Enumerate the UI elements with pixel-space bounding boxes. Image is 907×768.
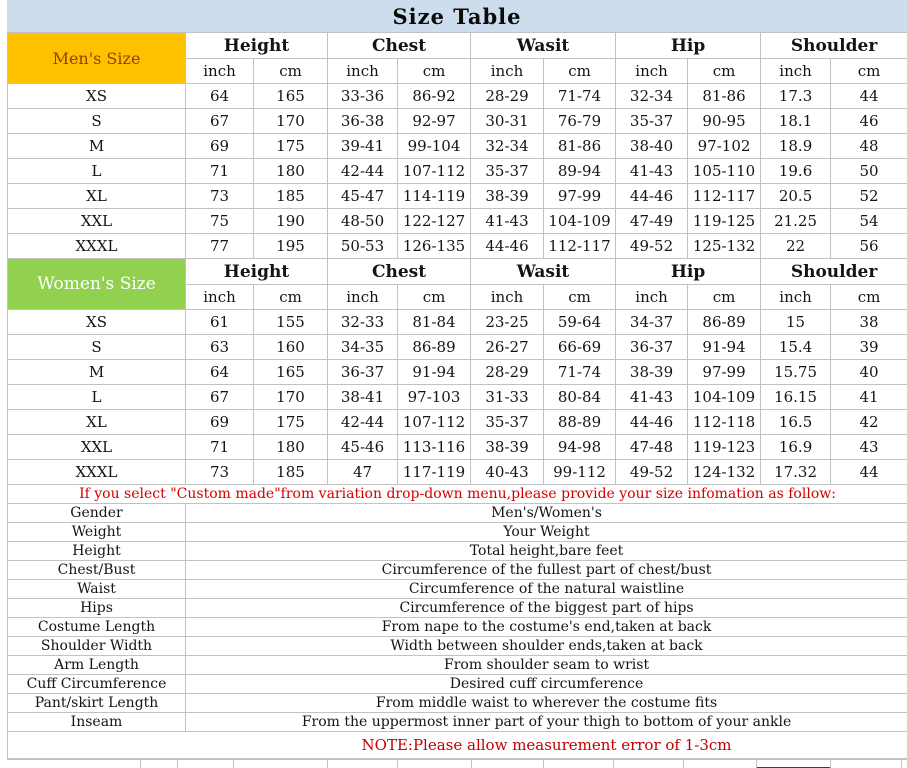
table-row <box>8 656 907 675</box>
size-value: 40 <box>831 360 907 385</box>
table-row <box>8 732 907 759</box>
column-header: Chest <box>328 259 471 285</box>
table-row <box>8 435 907 460</box>
size-value: 81-84 <box>398 310 471 335</box>
size-value: 64 <box>186 360 254 385</box>
size-value: 19.6 <box>761 159 831 184</box>
measure-desc: Desired cuff circumference <box>186 675 907 694</box>
size-value: 36-37 <box>328 360 398 385</box>
size-value: 97-99 <box>688 360 761 385</box>
size-value: 47-49 <box>616 209 688 234</box>
size-value: 49-52 <box>616 460 688 485</box>
size-value: 119-125 <box>688 209 761 234</box>
size-value: 67 <box>186 385 254 410</box>
size-value: 185 <box>254 184 328 209</box>
size-value: 38-39 <box>616 360 688 385</box>
unit-header: inch <box>328 59 398 84</box>
size-label: L <box>8 159 186 184</box>
size-value: 71-74 <box>544 360 616 385</box>
table-row <box>8 335 907 360</box>
size-value: 112-117 <box>544 234 616 259</box>
size-value: 97-102 <box>688 134 761 159</box>
measure-label: Shoulder Width <box>8 637 186 656</box>
size-value: 41-43 <box>616 159 688 184</box>
table-row <box>8 618 907 637</box>
note-text: NOTE:Please allow measurement error of 1-3cm <box>8 732 907 759</box>
size-value: 21.25 <box>761 209 831 234</box>
size-value: 44-46 <box>471 234 544 259</box>
size-value: 122-127 <box>398 209 471 234</box>
size-value: 35-37 <box>471 159 544 184</box>
table-row <box>8 523 907 542</box>
size-value: 61 <box>186 310 254 335</box>
size-value: 71 <box>186 159 254 184</box>
size-value: 119-123 <box>688 435 761 460</box>
grid-line <box>543 760 544 768</box>
size-value: 75 <box>186 209 254 234</box>
size-value: 22 <box>761 234 831 259</box>
column-header: Chest <box>328 33 471 59</box>
size-value: 88-89 <box>544 410 616 435</box>
unit-header: inch <box>328 285 398 310</box>
measure-label: Arm Length <box>8 656 186 675</box>
size-value: 16.15 <box>761 385 831 410</box>
column-header: Height <box>186 33 328 59</box>
size-value: 180 <box>254 159 328 184</box>
size-value: 32-34 <box>616 84 688 109</box>
size-value: 160 <box>254 335 328 360</box>
size-value: 64 <box>186 84 254 109</box>
size-value: 44-46 <box>616 410 688 435</box>
size-value: 63 <box>186 335 254 360</box>
table-row <box>8 561 907 580</box>
size-label: XXL <box>8 435 186 460</box>
size-value: 89-94 <box>544 159 616 184</box>
column-header: Hip <box>616 259 761 285</box>
size-value: 48-50 <box>328 209 398 234</box>
size-value: 17.3 <box>761 84 831 109</box>
measure-desc: From the uppermost inner part of your thigh to bottom of your ankle <box>186 713 907 732</box>
size-value: 107-112 <box>398 159 471 184</box>
measure-label: Cuff Circumference <box>8 675 186 694</box>
size-value: 15 <box>761 310 831 335</box>
size-value: 81-86 <box>688 84 761 109</box>
size-value: 34-35 <box>328 335 398 360</box>
column-header: Wasit <box>471 33 616 59</box>
size-value: 69 <box>186 134 254 159</box>
unit-header: inch <box>616 285 688 310</box>
section-label: Women's Size <box>8 259 186 310</box>
unit-header: cm <box>398 59 471 84</box>
table-row <box>8 209 907 234</box>
size-value: 86-92 <box>398 84 471 109</box>
measure-label: Chest/Bust <box>8 561 186 580</box>
size-value: 69 <box>186 410 254 435</box>
size-value: 38-41 <box>328 385 398 410</box>
table-row <box>8 159 907 184</box>
size-label: XS <box>8 84 186 109</box>
size-label: L <box>8 385 186 410</box>
size-label: XL <box>8 410 186 435</box>
table-row <box>8 134 907 159</box>
size-value: 97-99 <box>544 184 616 209</box>
size-value: 90-95 <box>688 109 761 134</box>
size-value: 18.1 <box>761 109 831 134</box>
size-value: 105-110 <box>688 159 761 184</box>
measure-desc: Width between shoulder ends,taken at back <box>186 637 907 656</box>
size-label: S <box>8 335 186 360</box>
size-value: 45-46 <box>328 435 398 460</box>
size-value: 66-69 <box>544 335 616 360</box>
size-value: 46 <box>831 109 907 134</box>
unit-header: inch <box>186 59 254 84</box>
size-value: 71-74 <box>544 84 616 109</box>
size-value: 80-84 <box>544 385 616 410</box>
size-value: 41 <box>831 385 907 410</box>
size-value: 99-104 <box>398 134 471 159</box>
measure-desc: Total height,bare feet <box>186 542 907 561</box>
grid-line <box>140 760 141 768</box>
grid-line <box>756 760 757 768</box>
page-title: Size Table <box>392 3 522 29</box>
section-label: Men's Size <box>8 33 186 84</box>
table-row <box>8 580 907 599</box>
grid-strip <box>7 759 907 768</box>
size-label: XXXL <box>8 460 186 485</box>
size-table <box>7 32 907 759</box>
measure-label: Hips <box>8 599 186 618</box>
size-value: 47-48 <box>616 435 688 460</box>
grid-line <box>397 760 398 768</box>
size-value: 32-33 <box>328 310 398 335</box>
column-header: Hip <box>616 33 761 59</box>
size-label: M <box>8 360 186 385</box>
size-value: 113-116 <box>398 435 471 460</box>
size-value: 33-36 <box>328 84 398 109</box>
size-value: 86-89 <box>398 335 471 360</box>
measure-label: Pant/skirt Length <box>8 694 186 713</box>
unit-header: inch <box>616 59 688 84</box>
size-value: 38-40 <box>616 134 688 159</box>
size-value: 50-53 <box>328 234 398 259</box>
table-row <box>8 259 907 285</box>
size-value: 185 <box>254 460 328 485</box>
size-value: 42-44 <box>328 410 398 435</box>
table-row <box>8 84 907 109</box>
table-row <box>8 637 907 656</box>
size-value: 112-117 <box>688 184 761 209</box>
measure-label: Height <box>8 542 186 561</box>
unit-header: inch <box>471 285 544 310</box>
size-value: 42 <box>831 410 907 435</box>
size-value: 170 <box>254 385 328 410</box>
size-value: 54 <box>831 209 907 234</box>
size-value: 49-52 <box>616 234 688 259</box>
measure-label: Inseam <box>8 713 186 732</box>
size-value: 81-86 <box>544 134 616 159</box>
table-row <box>8 184 907 209</box>
size-value: 40-43 <box>471 460 544 485</box>
measure-label: Weight <box>8 523 186 542</box>
size-value: 16.9 <box>761 435 831 460</box>
size-value: 50 <box>831 159 907 184</box>
unit-header: inch <box>761 285 831 310</box>
table-row <box>8 460 907 485</box>
table-row <box>8 33 907 59</box>
custom-made-instruction: If you select "Custom made"from variation drop-down menu,please provide your size infomation as follow: <box>8 485 907 504</box>
grid-line <box>613 760 614 768</box>
size-value: 67 <box>186 109 254 134</box>
unit-header: cm <box>398 285 471 310</box>
size-value: 92-97 <box>398 109 471 134</box>
size-value: 190 <box>254 209 328 234</box>
size-label: XXXL <box>8 234 186 259</box>
unit-header: inch <box>471 59 544 84</box>
size-value: 42-44 <box>328 159 398 184</box>
grid-line <box>471 760 472 768</box>
size-value: 56 <box>831 234 907 259</box>
size-value: 175 <box>254 410 328 435</box>
size-value: 91-94 <box>398 360 471 385</box>
grid-line <box>233 760 234 768</box>
grid-line <box>683 760 684 768</box>
table-row <box>8 675 907 694</box>
size-label: XS <box>8 310 186 335</box>
size-value: 31-33 <box>471 385 544 410</box>
measure-label: Costume Length <box>8 618 186 637</box>
size-value: 76-79 <box>544 109 616 134</box>
table-row <box>8 542 907 561</box>
unit-header: cm <box>688 285 761 310</box>
size-value: 112-118 <box>688 410 761 435</box>
size-value: 28-29 <box>471 360 544 385</box>
size-value: 38 <box>831 310 907 335</box>
table-row <box>8 713 907 732</box>
size-value: 47 <box>328 460 398 485</box>
size-value: 39 <box>831 335 907 360</box>
size-value: 114-119 <box>398 184 471 209</box>
measure-desc: Your Weight <box>186 523 907 542</box>
measure-desc: From middle waist to wherever the costume fits <box>186 694 907 713</box>
unit-header: cm <box>831 59 907 84</box>
size-value: 59-64 <box>544 310 616 335</box>
size-value: 38-39 <box>471 184 544 209</box>
size-label: XXL <box>8 209 186 234</box>
unit-header: inch <box>761 59 831 84</box>
size-value: 195 <box>254 234 328 259</box>
size-value: 77 <box>186 234 254 259</box>
size-value: 165 <box>254 360 328 385</box>
size-value: 38-39 <box>471 435 544 460</box>
unit-header: cm <box>688 59 761 84</box>
size-value: 155 <box>254 310 328 335</box>
measure-label: Gender <box>8 504 186 523</box>
size-value: 97-103 <box>398 385 471 410</box>
size-value: 35-37 <box>616 109 688 134</box>
size-value: 45-47 <box>328 184 398 209</box>
size-value: 17.32 <box>761 460 831 485</box>
table-row <box>8 410 907 435</box>
size-value: 104-109 <box>688 385 761 410</box>
size-value: 71 <box>186 435 254 460</box>
measure-desc: Circumference of the biggest part of hips <box>186 599 907 618</box>
size-value: 165 <box>254 84 328 109</box>
table-row <box>8 485 907 504</box>
size-label: M <box>8 134 186 159</box>
grid-line <box>177 760 178 768</box>
column-header: Shoulder <box>761 33 907 59</box>
size-value: 15.75 <box>761 360 831 385</box>
size-value: 44 <box>831 84 907 109</box>
size-value: 52 <box>831 184 907 209</box>
table-row <box>8 504 907 523</box>
size-label: XL <box>8 184 186 209</box>
table-row <box>8 310 907 335</box>
size-value: 16.5 <box>761 410 831 435</box>
size-value: 180 <box>254 435 328 460</box>
unit-header: inch <box>186 285 254 310</box>
measure-desc: Circumference of the natural waistline <box>186 580 907 599</box>
size-value: 73 <box>186 184 254 209</box>
column-header: Shoulder <box>761 259 907 285</box>
size-value: 43 <box>831 435 907 460</box>
size-value: 30-31 <box>471 109 544 134</box>
size-value: 28-29 <box>471 84 544 109</box>
size-value: 91-94 <box>688 335 761 360</box>
grid-line <box>830 760 831 768</box>
size-value: 94-98 <box>544 435 616 460</box>
size-value: 20.5 <box>761 184 831 209</box>
table-row <box>8 385 907 410</box>
unit-header: cm <box>544 59 616 84</box>
size-value: 126-135 <box>398 234 471 259</box>
size-value: 36-37 <box>616 335 688 360</box>
size-value: 48 <box>831 134 907 159</box>
size-value: 32-34 <box>471 134 544 159</box>
table-row <box>8 360 907 385</box>
size-value: 125-132 <box>688 234 761 259</box>
column-header: Wasit <box>471 259 616 285</box>
size-value: 117-119 <box>398 460 471 485</box>
unit-header: cm <box>831 285 907 310</box>
size-value: 124-132 <box>688 460 761 485</box>
size-label: S <box>8 109 186 134</box>
unit-header: cm <box>254 59 328 84</box>
size-value: 23-25 <box>471 310 544 335</box>
size-value: 34-37 <box>616 310 688 335</box>
size-value: 36-38 <box>328 109 398 134</box>
size-value: 26-27 <box>471 335 544 360</box>
grid-line <box>901 760 902 768</box>
table-row <box>8 234 907 259</box>
unit-header: cm <box>254 285 328 310</box>
measure-desc: From nape to the costume's end,taken at back <box>186 618 907 637</box>
size-value: 18.9 <box>761 134 831 159</box>
size-value: 99-112 <box>544 460 616 485</box>
table-row <box>8 109 907 134</box>
column-header: Height <box>186 259 328 285</box>
size-value: 41-43 <box>616 385 688 410</box>
unit-header: cm <box>544 285 616 310</box>
size-value: 104-109 <box>544 209 616 234</box>
table-row <box>8 599 907 618</box>
measure-label: Waist <box>8 580 186 599</box>
table-row <box>8 694 907 713</box>
size-value: 170 <box>254 109 328 134</box>
size-value: 41-43 <box>471 209 544 234</box>
size-value: 107-112 <box>398 410 471 435</box>
measure-desc: Men's/Women's <box>186 504 907 523</box>
size-value: 39-41 <box>328 134 398 159</box>
title-bar <box>7 0 907 32</box>
size-value: 44 <box>831 460 907 485</box>
size-value: 73 <box>186 460 254 485</box>
measure-desc: Circumference of the fullest part of chest/bust <box>186 561 907 580</box>
size-value: 35-37 <box>471 410 544 435</box>
size-value: 44-46 <box>616 184 688 209</box>
size-value: 175 <box>254 134 328 159</box>
size-value: 15.4 <box>761 335 831 360</box>
grid-line <box>327 760 328 768</box>
size-value: 86-89 <box>688 310 761 335</box>
measure-desc: From shoulder seam to wrist <box>186 656 907 675</box>
